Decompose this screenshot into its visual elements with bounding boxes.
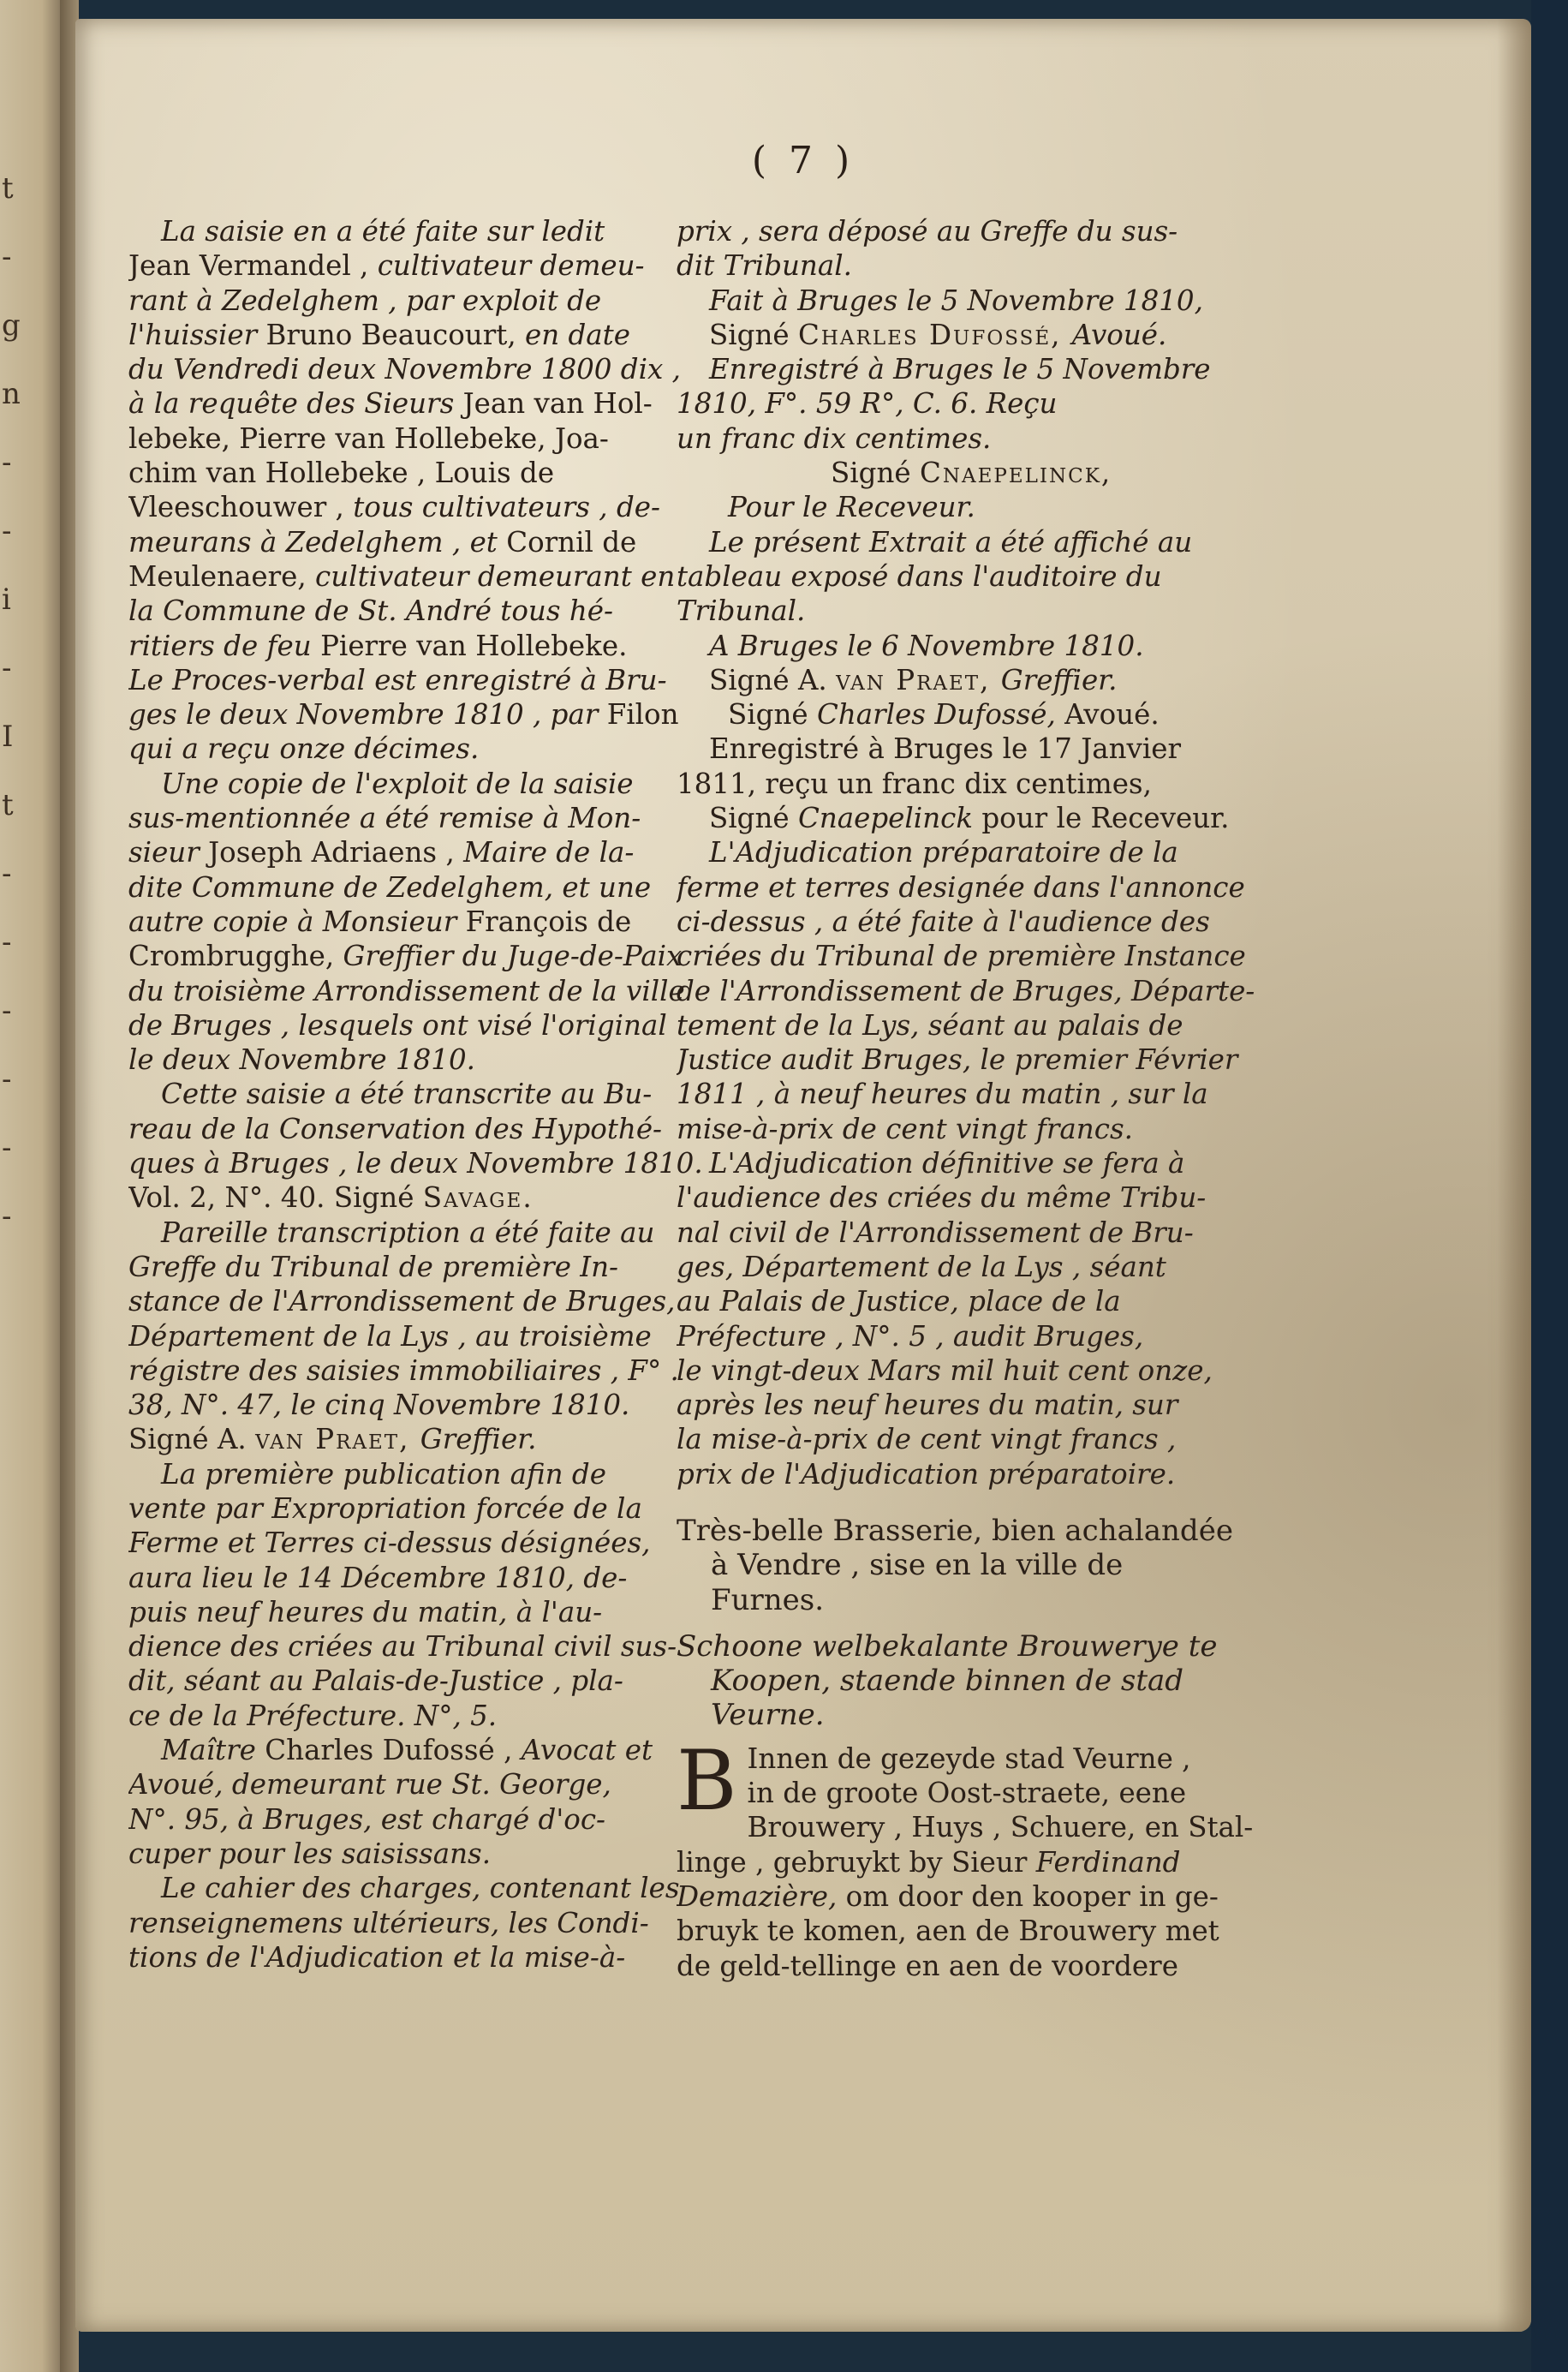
text-run: Signé	[728, 698, 817, 732]
text-run: Charles Dufossé,	[797, 318, 1072, 351]
text-line	[128, 456, 712, 490]
text-run: Jean Vermandel ,	[128, 249, 378, 283]
text-run: cultivateur demeu-	[377, 249, 645, 283]
facing-page-fragment: -	[2, 1131, 12, 1165]
facing-page-fragment: -	[2, 514, 12, 548]
text-line	[677, 697, 1297, 732]
text-line	[128, 732, 712, 766]
text-line	[677, 1388, 1297, 1422]
page-number: ( 7 )	[751, 139, 856, 182]
text-run: au Palais de Justice, place de la	[677, 1285, 1121, 1318]
facing-page-fragment: -	[2, 240, 12, 274]
text-line	[128, 629, 712, 663]
text-line	[677, 1112, 1297, 1146]
text-run: Greffier.	[1000, 663, 1118, 696]
text-run: de Bruges , lesquels ont visé l'original	[128, 1008, 667, 1042]
text-run: Maire de la-	[463, 836, 635, 869]
text-run: Fait à Bruges le 5 Novembre 1810,	[709, 284, 1203, 317]
text-run: en date	[525, 318, 630, 351]
text-line	[128, 1112, 712, 1146]
text-line	[128, 1008, 712, 1043]
text-run: Signé	[709, 802, 798, 835]
text-run: Koopen, staende binnen de stad	[711, 1664, 1184, 1699]
text-line	[128, 248, 712, 283]
facing-page-fragment: t	[2, 171, 14, 206]
text-run: dite Commune de Zedelghem, et une	[128, 870, 652, 904]
text-run: Pierre van Hollebeke.	[320, 629, 628, 662]
text-run: de l'Arrondissement de Bruges, Départe-	[677, 974, 1255, 1007]
facing-page-fragment: -	[2, 994, 12, 1028]
text-run: van Praet,	[255, 1423, 420, 1456]
text-line	[677, 594, 1297, 628]
text-line	[677, 1949, 1297, 1983]
text-line	[677, 939, 1297, 973]
text-line	[128, 767, 712, 801]
text-run: ferme et terres designée dans l'annonce	[677, 870, 1245, 904]
text-run: Enregistré à Bruges le 17 Janvier	[709, 732, 1182, 766]
text-run: ce de la Préfecture. N°, 5.	[128, 1699, 498, 1732]
text-run: La première publication afin de	[161, 1457, 606, 1491]
text-line	[128, 352, 712, 386]
text-run: de geld-tellinge en aen de voordere	[677, 1949, 1178, 1982]
text-run: Cornil de	[506, 525, 637, 559]
text-line	[677, 1845, 1297, 1879]
text-run: dience des criées au Tribunal civil sus-	[128, 1630, 677, 1664]
text-line	[677, 1353, 1297, 1388]
brewery-description-dutch	[677, 1732, 1297, 1983]
facing-page-fragment: -	[2, 857, 12, 891]
left-text-column	[128, 214, 712, 1975]
text-line	[748, 1742, 1297, 1776]
text-run: vente par Expropriation forcée de la	[128, 1491, 642, 1525]
text-line	[128, 284, 712, 318]
text-line	[677, 1146, 1297, 1180]
text-run: Avoué.	[1064, 698, 1160, 732]
text-run: Enregistré à Bruges le 5 Novembre	[709, 353, 1211, 386]
text-run: meurans à Zedelghem , et	[128, 525, 507, 559]
text-line	[128, 1802, 712, 1837]
text-run: in de groote Oost-straete, eene	[747, 1777, 1187, 1810]
text-line	[128, 1733, 712, 1767]
text-run: Très-belle Brasserie, bien achalandée	[677, 1513, 1233, 1548]
text-line	[677, 214, 1297, 248]
text-line	[677, 870, 1297, 905]
text-line	[128, 1871, 712, 1905]
text-line	[677, 801, 1297, 835]
text-line	[128, 559, 712, 594]
text-run: Pour le Receveur.	[728, 491, 975, 524]
text-run: Greffier du Juge-de-Paix	[343, 940, 683, 973]
text-line	[677, 248, 1297, 283]
text-run: la mise-à-prix de cent vingt francs ,	[677, 1423, 1177, 1456]
text-run: criées du Tribunal de première Instance	[677, 940, 1246, 973]
text-line	[677, 1077, 1297, 1111]
text-run: Le présent Extrait a été affiché au	[709, 525, 1193, 559]
text-run: van Praet,	[836, 663, 1001, 696]
text-line	[128, 1526, 712, 1560]
facing-page-fragment: -	[2, 925, 12, 959]
text-line	[128, 421, 712, 456]
text-line	[677, 1043, 1297, 1077]
text-line	[128, 1561, 712, 1595]
text-run: Veurne.	[711, 1698, 825, 1733]
text-run: Innen de gezeyde stad Veurne ,	[747, 1742, 1191, 1775]
text-run: tions de l'Adjudication et la mise-à-	[128, 1940, 626, 1974]
text-line	[128, 1457, 712, 1491]
text-line	[677, 663, 1297, 697]
text-run: Greffier.	[420, 1423, 537, 1456]
text-run: pour le Receveur.	[981, 802, 1230, 835]
text-run: ci-dessus , a été faite à l'audience des	[677, 905, 1210, 938]
text-line	[128, 1906, 712, 1940]
text-run: Avoué.	[1071, 318, 1167, 351]
text-run: Maître	[161, 1734, 265, 1767]
text-run: mise-à-prix de cent vingt francs.	[677, 1112, 1133, 1145]
text-run: Signé	[709, 318, 798, 351]
text-run: l'audience des criées du même Tribu-	[677, 1181, 1207, 1215]
text-run: cultivateur demeurant en	[315, 559, 676, 593]
text-run: Cnaepelinck,	[919, 457, 1112, 490]
text-run: Ferdinand	[1035, 1845, 1181, 1879]
text-run: tableau exposé dans l'auditoire du	[677, 559, 1162, 593]
text-run: 1811, reçu un franc dix centimes,	[677, 767, 1152, 800]
text-line	[128, 939, 712, 973]
text-run: Avocat et	[521, 1734, 653, 1767]
text-run: Cnaepelinck	[797, 802, 982, 835]
text-run: Demazière,	[677, 1879, 846, 1913]
text-run: prix de l'Adjudication préparatoire.	[677, 1457, 1176, 1491]
text-run: dit Tribunal.	[677, 249, 852, 283]
text-line	[128, 974, 712, 1008]
text-line	[677, 1319, 1297, 1353]
text-line	[128, 525, 712, 559]
brewery-heading-french	[677, 1514, 1297, 1617]
text-run: ges, Département de la Lys , séant	[677, 1250, 1166, 1283]
text-run: aura lieu le 14 Décembre 1810, de-	[128, 1561, 628, 1594]
text-run: Tribunal.	[677, 594, 806, 628]
text-run: Ferme et Terres ci-dessus désignées,	[128, 1527, 651, 1560]
text-line	[677, 1284, 1297, 1318]
text-run: Préfecture , N°. 5 , audit Bruges,	[677, 1319, 1144, 1353]
text-line	[677, 1250, 1297, 1284]
text-run: La saisie en a été faite sur ledit	[161, 215, 605, 248]
text-line	[677, 732, 1297, 766]
text-line	[128, 490, 712, 524]
text-run: tous cultivateurs , de-	[353, 491, 660, 524]
text-line	[677, 1698, 1297, 1732]
text-run: sus-mentionnée a été remise à Mon-	[128, 802, 641, 835]
facing-page-fragment: I	[2, 720, 14, 754]
text-run: reau de la Conservation des Hypothé-	[128, 1112, 663, 1145]
text-run: du Vendredi deux Novembre 1800 dix ,	[128, 353, 682, 386]
text-line	[128, 214, 712, 248]
text-line	[128, 1284, 712, 1318]
text-run: l'huissier	[128, 318, 266, 351]
text-run: 1810, F°. 59 R°, C. 6. Reçu	[677, 387, 1058, 421]
facing-page-fragment: n	[2, 377, 21, 411]
text-line	[677, 490, 1297, 524]
drop-cap-letter: B	[677, 1732, 737, 1829]
text-line	[128, 1077, 712, 1111]
text-line	[748, 1776, 1297, 1810]
background-right	[1531, 0, 1568, 2372]
text-line	[128, 594, 712, 628]
text-line	[677, 767, 1297, 801]
text-line	[128, 1837, 712, 1871]
text-run: tement de la Lys, séant au palais de	[677, 1008, 1183, 1042]
text-line	[677, 1216, 1297, 1250]
text-line	[677, 318, 1297, 352]
text-run: Département de la Lys , au troisième	[128, 1319, 652, 1353]
text-run: Crombrugghe,	[128, 940, 343, 973]
text-line	[677, 629, 1297, 663]
text-run: L'Adjudication préparatoire de la	[709, 836, 1178, 869]
text-line	[677, 1457, 1297, 1491]
text-run: Filon	[606, 698, 679, 732]
text-run: autre copie à Monsieur	[128, 905, 466, 938]
text-run: Justice audit Bruges, le premier Février	[677, 1043, 1238, 1077]
text-run: Vol. 2, N°. 40. Signé	[128, 1181, 423, 1215]
facing-page-fragment: g	[2, 308, 21, 343]
text-run: renseignemens ultérieurs, les Condi-	[128, 1906, 649, 1939]
text-run: lebeke, Pierre van Hollebeke, Joa-	[128, 421, 609, 455]
text-run: 1811 , à neuf heures du matin , sur la	[677, 1078, 1208, 1111]
text-run: Charles Dufossé,	[816, 698, 1065, 732]
text-line	[128, 870, 712, 905]
text-line	[677, 1514, 1297, 1548]
text-line	[677, 386, 1297, 421]
text-line	[128, 1216, 712, 1250]
text-line	[128, 1940, 712, 1975]
text-run: qui a reçu onze décimes.	[128, 732, 480, 766]
text-run: Furnes.	[711, 1582, 825, 1617]
text-run: Schoone welbekalante Brouwerye te	[677, 1628, 1218, 1664]
text-line	[128, 1319, 712, 1353]
text-run: 38, N°. 47, le cinq Novembre 1810.	[128, 1389, 630, 1422]
text-line	[677, 352, 1297, 386]
text-run: ques à Bruges , le deux Novembre 1810.	[128, 1147, 703, 1180]
notice-continuation	[677, 214, 1297, 1491]
text-run: cuper pour les saisissans.	[128, 1837, 492, 1870]
text-line	[677, 421, 1297, 456]
text-run: Savage.	[422, 1181, 534, 1215]
text-run: A Bruges le 6 Novembre 1810.	[709, 629, 1144, 662]
text-line	[128, 1146, 712, 1180]
text-run: puis neuf heures du matin, à l'au-	[128, 1595, 603, 1628]
text-run: à Vendre , sise en la ville de	[711, 1548, 1124, 1583]
text-line	[677, 974, 1297, 1008]
text-line	[128, 801, 712, 835]
text-run: sieur	[128, 836, 209, 869]
brewery-heading-dutch	[677, 1629, 1297, 1733]
text-line	[677, 525, 1297, 559]
text-line	[128, 1767, 712, 1801]
text-line	[128, 697, 712, 732]
text-run: après les neuf heures du matin, sur	[677, 1389, 1178, 1422]
text-line	[128, 1388, 712, 1422]
text-line	[128, 1595, 712, 1629]
text-line	[677, 1548, 1297, 1582]
text-run: Une copie de l'exploit de la saisie	[161, 767, 634, 800]
printed-page	[75, 19, 1531, 2332]
facing-page-fragment: -	[2, 1062, 12, 1096]
text-run: le deux Novembre 1810.	[128, 1043, 475, 1077]
text-line	[677, 456, 1297, 490]
text-run: L'Adjudication définitive se fera à	[709, 1147, 1185, 1180]
text-line	[677, 1629, 1297, 1664]
text-run: Meulenaere,	[128, 559, 316, 593]
text-line	[128, 318, 712, 352]
text-line	[677, 905, 1297, 939]
text-line	[677, 835, 1297, 869]
text-line	[748, 1810, 1297, 1844]
text-run: du troisième Arrondissement de la ville	[128, 974, 685, 1007]
text-run: stance de l'Arrondissement de Bruges,	[128, 1285, 676, 1318]
text-run: Brouwery , Huys , Schuere, en Stal-	[747, 1811, 1254, 1844]
text-run: Cette saisie a été transcrite au Bu-	[161, 1078, 653, 1111]
text-run: Charles Dufossé ,	[265, 1734, 522, 1767]
text-run: Signé A.	[128, 1423, 256, 1456]
text-line	[677, 559, 1297, 594]
text-line	[128, 1664, 712, 1698]
text-line	[677, 1664, 1297, 1698]
text-run: régistre des saisies immobiliaires , F° .	[128, 1353, 679, 1387]
text-line	[128, 1353, 712, 1388]
text-run: un franc dix centimes.	[677, 421, 992, 455]
right-text-column	[677, 214, 1297, 1983]
facing-page-fragment: -	[2, 1199, 12, 1234]
facing-page-fragment: i	[2, 583, 11, 617]
text-run: à la requête des Sieurs	[128, 387, 463, 421]
text-line	[128, 835, 712, 869]
text-run: Greffe du Tribunal de première In-	[128, 1250, 619, 1283]
facing-page-fragment: -	[2, 445, 12, 480]
text-line	[128, 663, 712, 697]
text-line	[677, 1180, 1297, 1215]
page-edge-shading	[1497, 19, 1531, 2332]
text-line	[677, 1583, 1297, 1617]
text-line	[677, 1879, 1297, 1914]
text-run: Jean van Hol-	[462, 387, 653, 421]
text-run: ges le deux Novembre 1810 , par	[128, 698, 607, 732]
text-line	[128, 1180, 712, 1215]
text-run: nal civil de l'Arrondissement de Bru-	[677, 1216, 1194, 1249]
text-run: om door den kooper in ge-	[845, 1879, 1219, 1913]
text-run: Joseph Adriaens ,	[208, 836, 464, 869]
text-line	[128, 905, 712, 939]
text-run: Pareille transcription a été faite au	[161, 1216, 655, 1249]
text-line	[128, 1491, 712, 1526]
text-line	[128, 1699, 712, 1733]
text-run: la Commune de St. André tous hé-	[128, 594, 613, 628]
text-run: le vingt-deux Mars mil huit cent onze,	[677, 1353, 1213, 1387]
text-run: linge , gebruykt by Sieur	[677, 1845, 1036, 1879]
text-line	[128, 386, 712, 421]
text-run: Signé A.	[709, 663, 837, 696]
facing-page-fragment: -	[2, 651, 12, 685]
text-run: Le Proces-verbal est enregistré à Bru-	[128, 663, 667, 696]
text-run: Bruno Beaucourt,	[265, 318, 525, 351]
text-line	[128, 1043, 712, 1077]
text-run: prix , sera déposé au Greffe du sus-	[677, 215, 1178, 248]
text-run: ritiers de feu	[128, 629, 321, 662]
facing-page-fragment: t	[2, 788, 14, 822]
text-run: bruyk te komen, aen de Brouwery met	[677, 1915, 1219, 1948]
text-line	[128, 1250, 712, 1284]
text-run: rant à Zedelghem , par exploit de	[128, 284, 602, 317]
text-run: chim van Hollebeke , Louis de	[128, 457, 555, 490]
facing-page-edge	[0, 0, 60, 2372]
text-line	[677, 284, 1297, 318]
text-line	[677, 1422, 1297, 1456]
text-run: Le cahier des charges, contenant les	[161, 1872, 680, 1905]
text-line	[677, 1008, 1297, 1043]
text-run: dit, séant au Palais-de-Justice , pla-	[128, 1664, 623, 1698]
text-run: Avoué, demeurant rue St. George,	[128, 1768, 611, 1801]
text-run: François de	[465, 905, 632, 938]
text-line	[128, 1629, 712, 1664]
text-line	[128, 1422, 712, 1456]
text-run: N°. 95, à Bruges, est chargé d'oc-	[128, 1802, 606, 1836]
text-run: Vleeschouwer ,	[128, 491, 354, 524]
text-line	[677, 1914, 1297, 1948]
text-run: Signé	[831, 457, 920, 490]
